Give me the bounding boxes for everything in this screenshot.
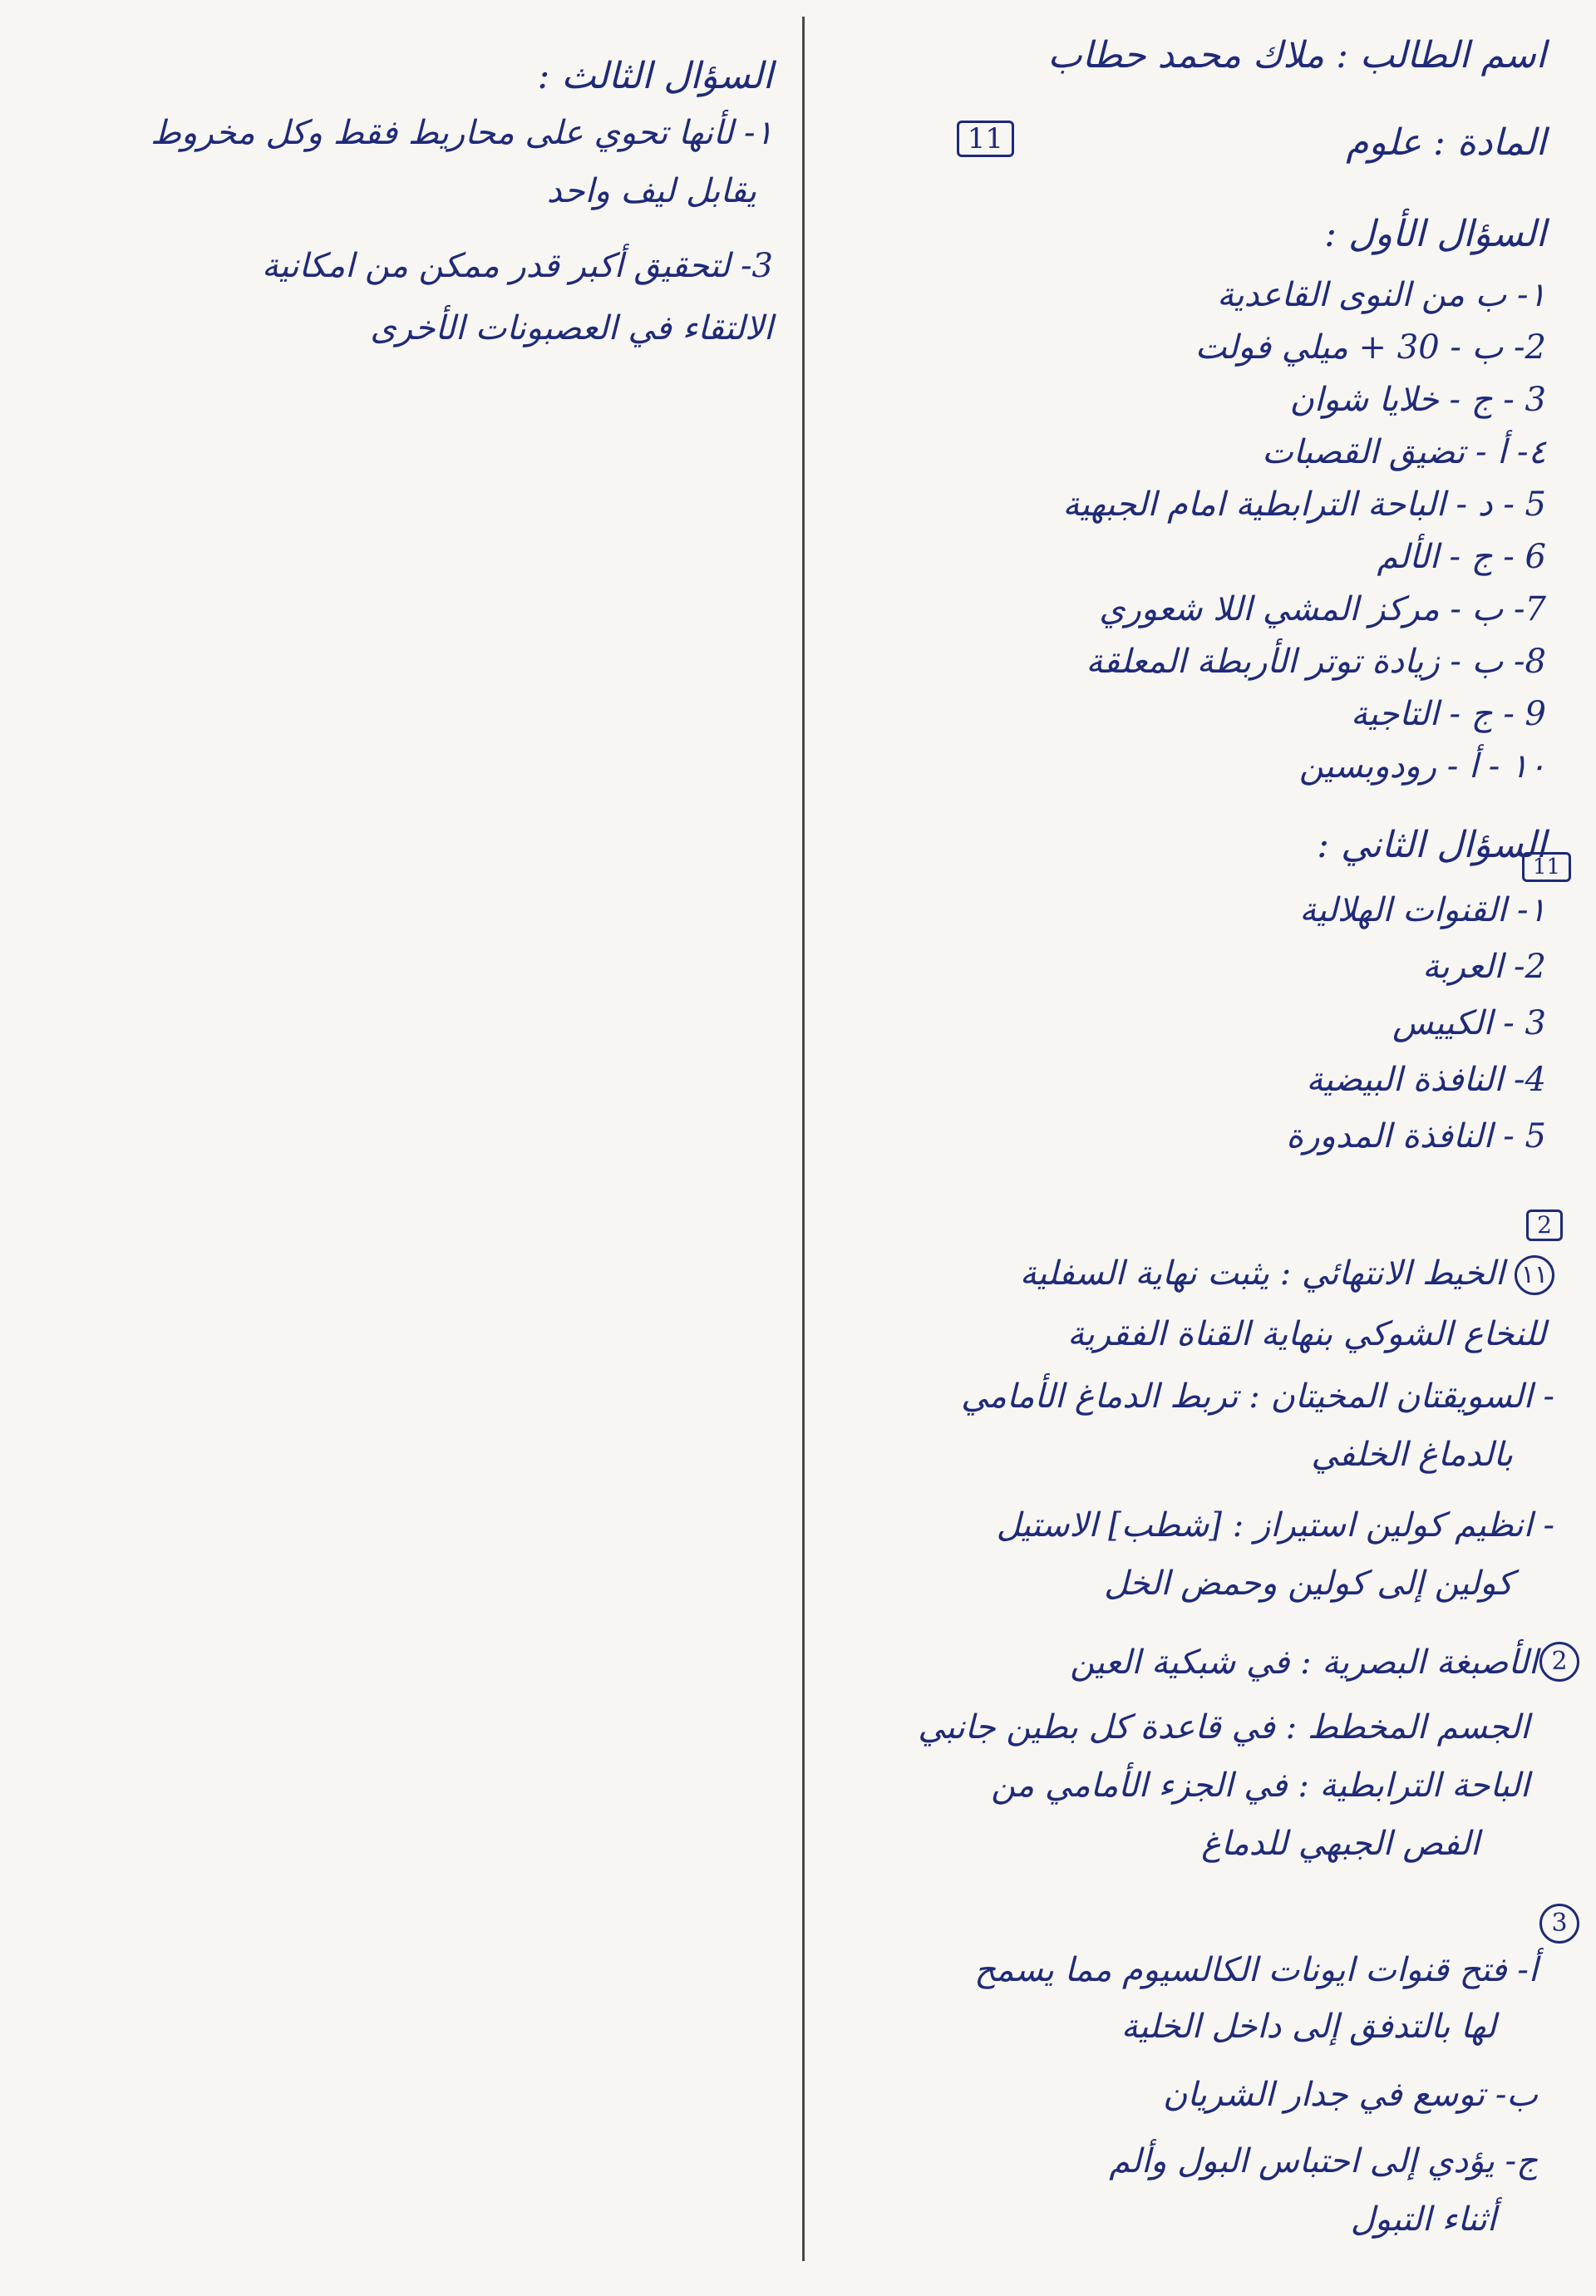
q1-answer-5: 5 - د - الباحة الترابطية امام الجبهية bbox=[1062, 485, 1546, 524]
q1-answer-6: 6 - ج - الألم bbox=[1377, 538, 1546, 576]
q2-answer-2: 2- العربة bbox=[1422, 948, 1546, 986]
q2-answer-5: 5 - النافذة المدورة bbox=[1286, 1117, 1546, 1155]
item-2-line-4: الفص الجبهي للدماغ bbox=[1201, 1825, 1480, 1863]
item-2-line-3: الباحة الترابطية : في الجزء الأمامي من bbox=[991, 1766, 1530, 1805]
q3-answer-3-cont: الالتقاء في العصبونات الأخرى bbox=[370, 309, 773, 347]
q2-mark: 11 bbox=[1522, 852, 1571, 882]
q1-answer-10: ١٠ - أ - رودوبسين bbox=[1298, 747, 1546, 786]
item-2-line-2: الجسم المخطط : في قاعدة كل بطين جانبي bbox=[918, 1708, 1530, 1747]
item-3-line-2: لها بالتدفق إلى داخل الخلية bbox=[1121, 2008, 1496, 2046]
q3-answer-3: 3- لتحقيق أكبر قدر ممكن من امكانية bbox=[261, 247, 773, 285]
q2-title: السؤال الثاني : bbox=[1317, 824, 1546, 866]
item-a-line-2: للنخاع الشوكي بنهاية القناة الفقرية bbox=[1067, 1315, 1546, 1353]
item-a-line-1: الخيط الانتهائي : يثبت نهاية السفلية bbox=[1019, 1254, 1505, 1293]
item-b-line-1: - السويقتان المخيتان : تربط الدماغ الأمامي bbox=[961, 1377, 1554, 1416]
item-c-line-1: - انظيم كولين استيراز : [شطب] الاستيل bbox=[996, 1506, 1554, 1545]
q1-answer-7: 7- ب - مركز المشي اللا شعوري bbox=[1099, 590, 1546, 628]
column-divider bbox=[802, 17, 805, 2261]
q2-answer-1: ١- القنوات الهلالية bbox=[1299, 891, 1546, 929]
q2-answer-4: 4- النافذة البيضية bbox=[1306, 1061, 1546, 1099]
q3-answer-1-cont: يقابل ليف واحد bbox=[546, 172, 756, 210]
grade-box: 11 bbox=[957, 121, 1014, 157]
item-b-line-2: بالدماغ الخلفي bbox=[1311, 1436, 1513, 1474]
item-3-line-4: ج- يؤدي إلى احتباس البول وألم bbox=[1109, 2142, 1538, 2180]
q1-answer-3: 3 - ج - خلايا شوان bbox=[1289, 381, 1546, 419]
section2-mark: 2 bbox=[1526, 1210, 1563, 1241]
student-name: اسم الطالب : ملاك محمد حطاب bbox=[1047, 34, 1546, 76]
item-3-line-5: أثناء التبول bbox=[1350, 2200, 1496, 2239]
q3-answer-1: ١- لأنها تحوي على محاريط فقط وكل مخروط bbox=[150, 114, 773, 152]
item-2-line-1: الأصبغة البصرية : في شبكية العين bbox=[1070, 1643, 1538, 1682]
item-3-line-1: أ- فتح قنوات ايونات الكالسيوم مما يسمح bbox=[974, 1951, 1538, 1989]
q1-answer-8: 8- ب - زيادة توتر الأربطة المعلقة bbox=[1086, 643, 1546, 681]
item-2-label: 2 bbox=[1539, 1642, 1579, 1682]
q1-answer-9: 9 - ج - التاجية bbox=[1351, 695, 1546, 733]
q2-answer-3: 3 - الكييس bbox=[1392, 1004, 1546, 1042]
subject: المادة : علوم bbox=[1346, 121, 1546, 164]
q1-answer-1: ١- ب من النوى القاعدية bbox=[1217, 276, 1546, 314]
item-c-line-2: كولين إلى كولين وحمض الخل bbox=[1104, 1564, 1513, 1603]
item-3-label: 3 bbox=[1539, 1904, 1579, 1944]
q1-title: السؤال الأول : bbox=[1324, 213, 1546, 255]
item-3-line-3: ب- توسع في جدار الشريان bbox=[1163, 2076, 1538, 2114]
q1-answer-4: ٤- أ - تضيق القصبات bbox=[1262, 433, 1546, 471]
q3-title: السؤال الثالث : bbox=[537, 55, 773, 97]
item-a-label: ١١ bbox=[1515, 1255, 1554, 1295]
q1-answer-2: 2- ب - 30 + ميلي فولت bbox=[1195, 328, 1546, 367]
